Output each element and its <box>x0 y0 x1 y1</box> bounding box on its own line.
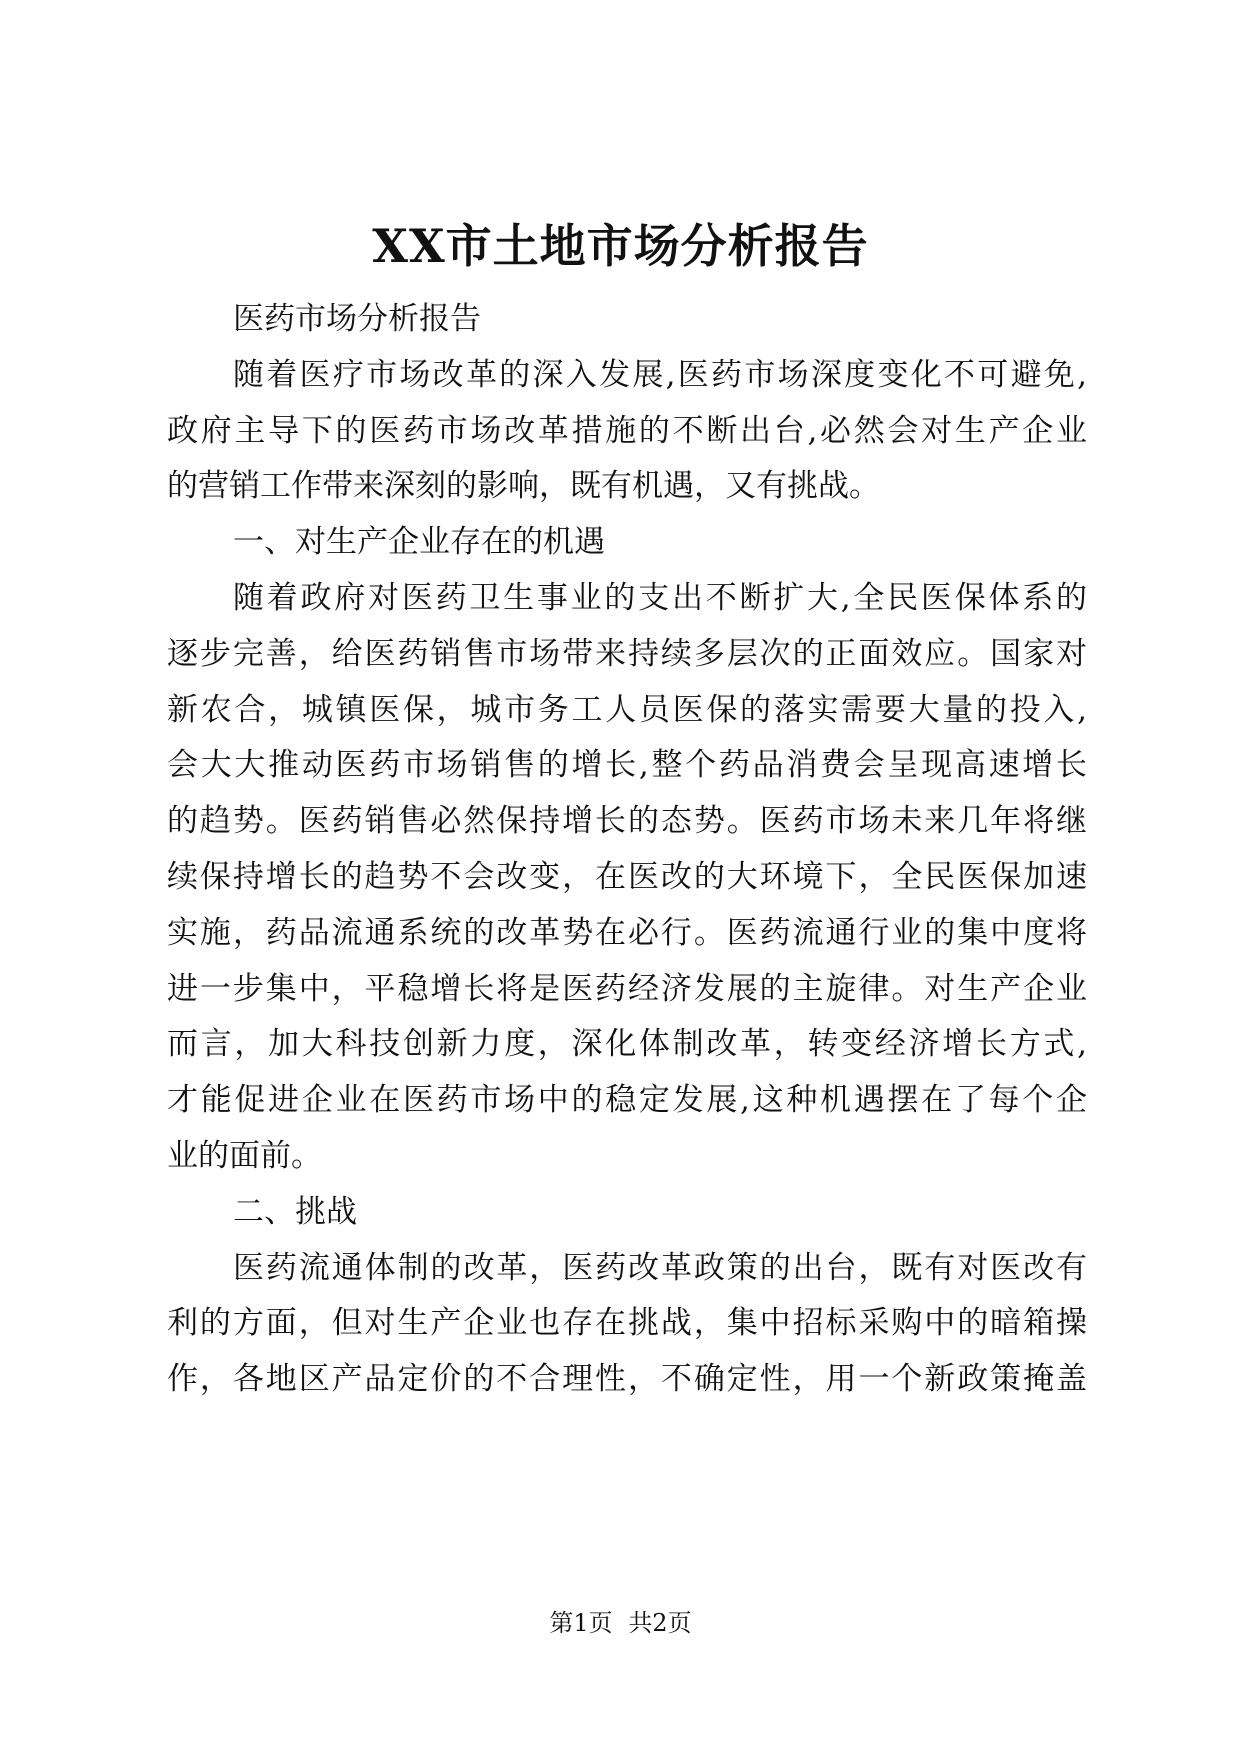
paragraph-line: 的趋势。医药销售必然保持增长的态势。医药市场未来几年将继 <box>167 803 1087 840</box>
paragraph-line: 续保持增长的趋势不会改变，在医改的大环境下，全民医保加速 <box>167 858 1087 895</box>
page-number: 第1页 <box>549 1609 613 1637</box>
paragraph-line: 会大大推动医药市场销售的增长,整个药品消费会呈现高速增长 <box>167 747 1087 784</box>
page-footer <box>0 1608 1241 1638</box>
page-total: 共2页 <box>628 1609 692 1637</box>
section-heading-opportunities: 一、对生产企业存在的机遇 <box>233 524 605 561</box>
paragraph-line: 而言，加大科技创新力度，深化体制改革，转变经济增长方式, <box>167 1026 1087 1063</box>
paragraph-line: 实施，药品流通系统的改革势在必行。医药流通行业的集中度将 <box>167 914 1087 951</box>
paragraph-line: 业的面前。 <box>167 1137 322 1174</box>
paragraph-line: 随着政府对医药卫生事业的支出不断扩大,全民医保体系的 <box>233 579 1087 616</box>
section-heading-challenges: 二、挑战 <box>233 1193 357 1230</box>
paragraph-line: 医药流通体制的改革，医药改革政策的出台，既有对医改有 <box>233 1249 1087 1286</box>
paragraph-line: 利的方面，但对生产企业也存在挑战，集中招标采购中的暗箱操 <box>167 1305 1087 1342</box>
paragraph-line: 进一步集中，平稳增长将是医药经济发展的主旋律。对生产企业 <box>167 970 1087 1007</box>
document-body <box>167 292 1087 1408</box>
page-title: XX市土地市场分析报告 <box>372 219 869 273</box>
paragraph-line: 随着医疗市场改革的深入发展,医药市场深度变化不可避免, <box>233 356 1087 393</box>
subtitle-line: 医药市场分析报告 <box>233 301 481 337</box>
paragraph-line: 政府主导下的医药市场改革措施的不断出台,必然会对生产企业 <box>167 412 1087 449</box>
paragraph-line: 逐步完善，给医药销售市场带来持续多层次的正面效应。国家对 <box>167 635 1087 672</box>
paragraph-line: 才能促进企业在医药市场中的稳定发展,这种机遇摆在了每个企 <box>167 1082 1087 1119</box>
paragraph-line: 新农合，城镇医保，城市务工人员医保的落实需要大量的投入, <box>167 691 1087 728</box>
paragraph-line: 作，各地区产品定价的不合理性，不确定性，用一个新政策掩盖 <box>167 1361 1087 1398</box>
paragraph-line: 的营销工作带来深刻的影响，既有机遇，又有挑战。 <box>167 468 880 505</box>
